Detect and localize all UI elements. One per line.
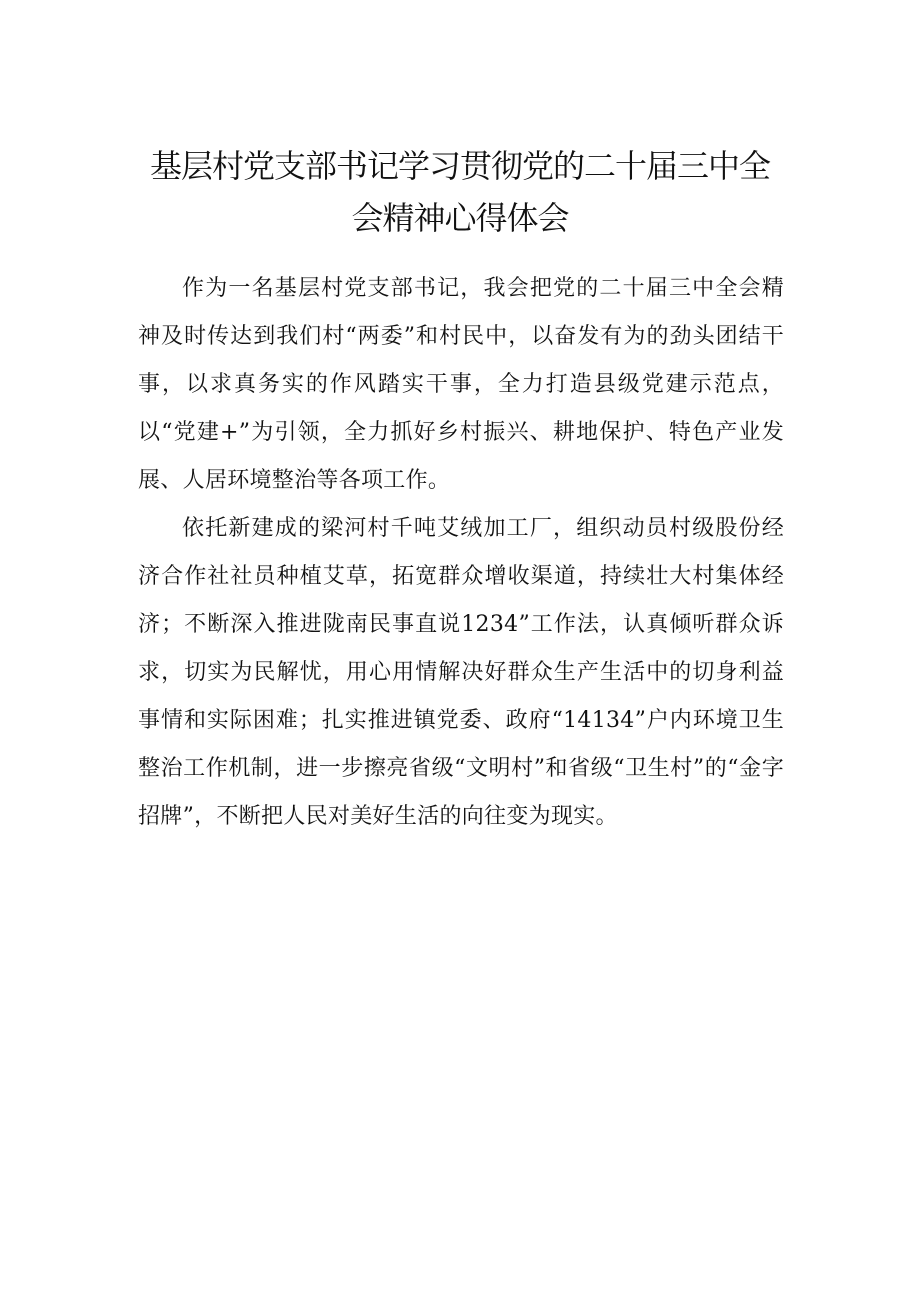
body-paragraph-2: 依托新建成的梁河村千吨艾绒加工厂，组织动员村级股份经济合作社社员种植艾草，拓宽群众增收渠道，持续壮大村集体经济；不断深入推进陇南民事直说1234”工作法，认真倾听群众诉求，切实为民解忧，用心用情解决好群众生产生活中的切身利益事情和实际困难；扎实推进镇党委、政府“14134”户内环境卫生整治工作机制，进一步擦亮省级“文明村”和省级“卫生村”的“金字招牌”，不断把人民对美好生活的向往变为现实。: [138, 516, 784, 829]
document-title-line-2: 会精神心得体会: [351, 199, 569, 237]
document-title: [90, 140, 830, 244]
body-paragraph-1: 作为一名基层村党支部书记，我会把党的二十届三中全会精神及时传达到我们村“两委”和村民中，以奋发有为的劲头团结干事，以求真务实的作风踏实干事，全力打造县级党建示范点，以“党建+”为引领，全力抓好乡村振兴、耕地保护、特色产业发展、人居环境整治等各项工作。: [138, 276, 784, 493]
document-title-line-1: 基层村党支部书记学习贯彻党的二十届三中全: [149, 147, 770, 185]
